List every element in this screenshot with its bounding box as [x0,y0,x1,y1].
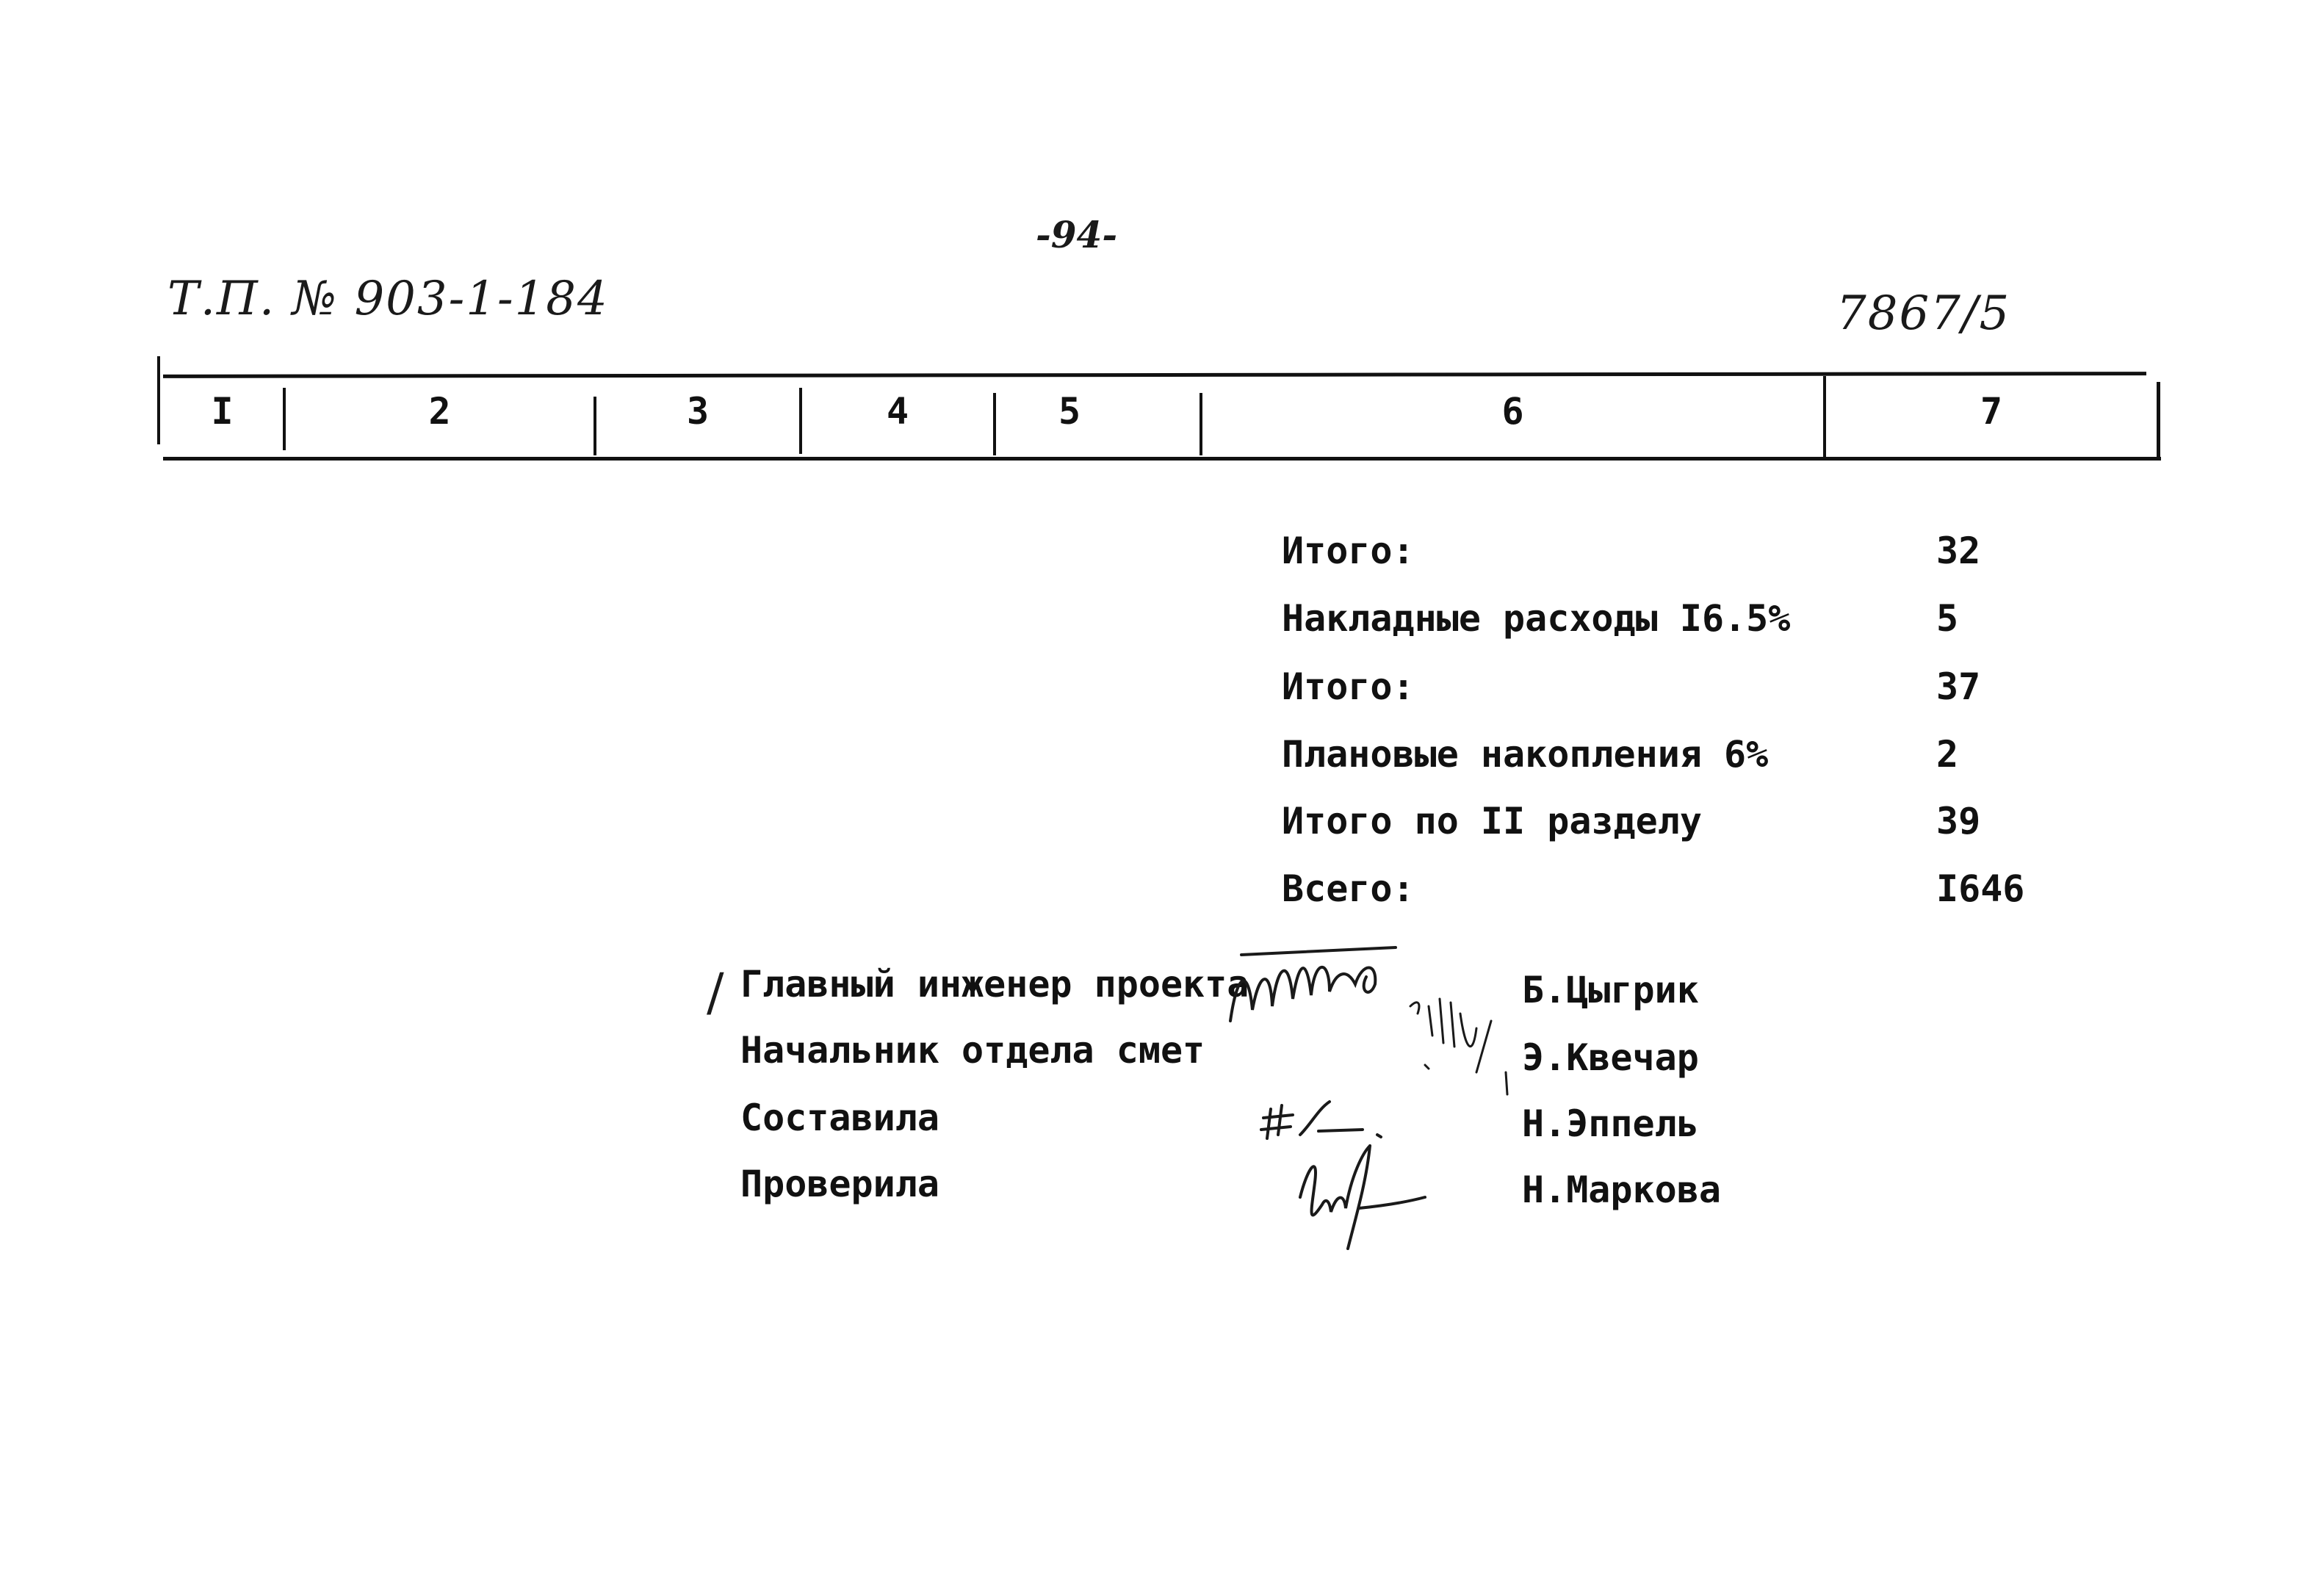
column-number: 2 [428,390,451,433]
signatory-role: Составила [740,1097,939,1139]
margin-mark: / [707,962,724,1022]
table-top-rule [163,372,2146,378]
column-number: I [211,390,234,433]
totals-value: 5 [1936,597,1959,640]
column-number: 5 [1058,390,1081,433]
table-bottom-rule [163,457,2161,461]
column-number: 6 [1501,390,1524,433]
column-number: 7 [1980,390,2003,433]
totals-label: Итого: [1282,665,1415,708]
signatory-name: Н.Маркова [1522,1169,1721,1211]
page-number: -94- [1036,213,1118,256]
document-number: 7867/5 [1836,286,2011,341]
signatory-name: Н.Эппель [1522,1102,1699,1145]
totals-value: 39 [1936,800,1981,842]
totals-label: Плановые накопления 6% [1282,733,1769,776]
column-number: 3 [686,390,710,433]
totals-label: Итого: [1282,530,1415,572]
totals-label: Накладные расходы I6.5% [1282,597,1791,640]
signature-checker [1278,1124,1447,1263]
column-number: 4 [886,390,909,433]
signatory-name: Б.Цыгрик [1522,969,1699,1011]
totals-label: Итого по II разделу [1282,800,1702,842]
table-right-edge [2157,382,2160,459]
signatory-name: Э.Квечар [1522,1036,1699,1079]
signature-estimates-head [1396,984,1535,1124]
totals-value: 32 [1936,530,1981,572]
totals-value: 2 [1936,733,1959,776]
totals-value: 37 [1936,665,1981,708]
signatory-role: Главный инженер проекта [740,963,1249,1005]
totals-label: Всего: [1282,867,1415,910]
signatory-role: Проверила [740,1163,939,1205]
totals-value: I646 [1936,867,2025,910]
table-left-edge [157,356,160,444]
signatory-role: Начальник отдела смет [740,1029,1205,1072]
project-number: Т.П. № 903-1-184 [167,272,609,326]
signature-chief-engineer [1219,940,1410,1043]
